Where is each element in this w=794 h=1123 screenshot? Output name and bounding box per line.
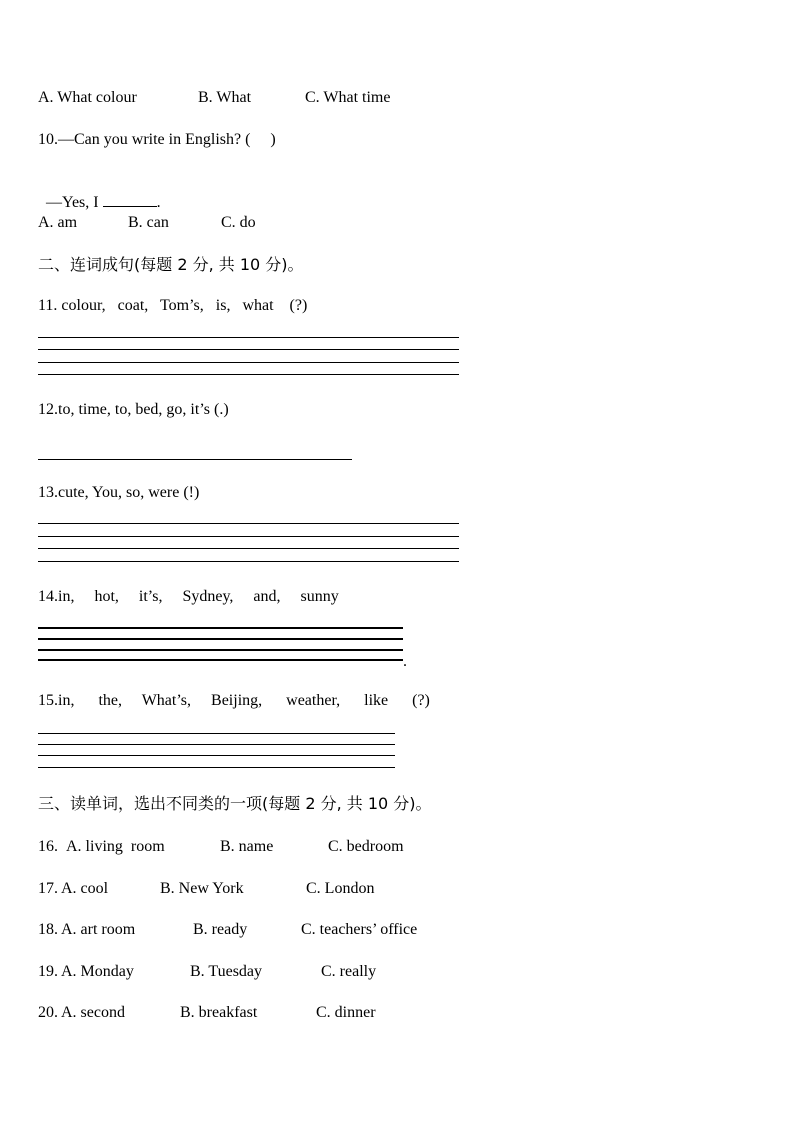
q19-option-c: C. really: [321, 963, 377, 980]
q20-option-b: B. breakfast: [180, 1004, 258, 1021]
q19-option-a: A. Monday: [61, 963, 134, 980]
q14-answer-line-3: [38, 649, 403, 651]
q10-option-b: B. can: [128, 214, 169, 231]
q16-number: 16.: [38, 838, 58, 855]
q16-option-a: A. living room: [66, 838, 165, 855]
q14-end-mark: .: [403, 653, 407, 670]
q11-answer-line-2: [38, 349, 459, 350]
q11-answer-line-4: [38, 374, 459, 375]
section-3-title: 三、读单词，选出不同类的一项(每题 2 分, 共 10 分)。: [38, 794, 432, 813]
q11-answer-line-3: [38, 362, 459, 363]
q10-question: 10.—Can you write in English? ( ): [38, 131, 276, 148]
q16-option-b: B. name: [220, 838, 274, 855]
q17-option-c: C. London: [306, 880, 375, 897]
q13-prompt: 13.cute, You, so, were (!): [38, 484, 200, 501]
q20-option-a: A. second: [61, 1004, 125, 1021]
q17-option-b: B. New York: [160, 880, 244, 897]
q13-answer-line-2: [38, 536, 459, 537]
q14-answer-line-2: [38, 638, 403, 640]
q15-answer-line-3: [38, 755, 395, 756]
q15-prompt: 15.in, the, What’s, Beijing, weather, like (?): [38, 692, 430, 709]
q17-number: 17.: [38, 880, 58, 897]
q10-option-c: C. do: [221, 214, 256, 231]
q10-answer-suffix: .: [156, 194, 161, 211]
q12-prompt: 12.to, time, to, bed, go, it’s (.): [38, 401, 229, 418]
q20-number: 20.: [38, 1004, 58, 1021]
q15-answer-line-2: [38, 744, 395, 745]
q11-answer-line-1: [38, 337, 459, 338]
q15-answer-line-1: [38, 733, 395, 734]
q10-answer-line: [38, 172, 161, 213]
q9-option-b: B. What: [198, 89, 252, 106]
q13-answer-line-1: [38, 523, 459, 524]
q18-option-a: A. art room: [61, 921, 136, 938]
q12-answer-line: [38, 459, 352, 460]
q10-answer-prefix: —Yes, I: [46, 194, 103, 211]
q9-option-a: A. What colour: [38, 89, 137, 106]
q15-answer-line-4: [38, 767, 395, 768]
q9-option-c: C. What time: [305, 89, 391, 106]
section-2-title: 二、连词成句(每题 2 分, 共 10 分)。: [38, 255, 304, 274]
q19-number: 19.: [38, 963, 58, 980]
q16-option-c: C. bedroom: [328, 838, 404, 855]
q14-answer-line-1: [38, 627, 403, 629]
q11-prompt: 11. colour, coat, Tom’s, is, what (?): [38, 297, 308, 314]
q14-prompt: 14.in, hot, it’s, Sydney, and, sunny: [38, 588, 339, 605]
q14-answer-line-4: [38, 659, 403, 661]
q17-option-a: A. cool: [61, 880, 109, 897]
q20-option-c: C. dinner: [316, 1004, 376, 1021]
q10-option-a: A. am: [38, 214, 78, 231]
q13-answer-line-3: [38, 548, 459, 549]
q19-option-b: B. Tuesday: [190, 963, 263, 980]
q18-option-c: C. teachers’ office: [301, 921, 418, 938]
q10-answer-blank: [103, 192, 157, 207]
q18-option-b: B. ready: [193, 921, 248, 938]
q13-answer-line-4: [38, 561, 459, 562]
q18-number: 18.: [38, 921, 58, 938]
